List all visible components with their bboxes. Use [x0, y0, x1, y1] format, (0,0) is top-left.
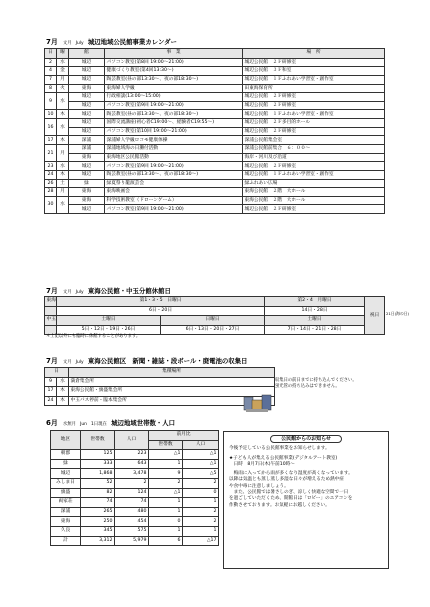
cell-hall: 城辺	[69, 67, 105, 76]
table-row	[45, 396, 275, 406]
pop-col-people: 人口	[115, 431, 149, 450]
cell-event: 東海婦人学級	[105, 84, 243, 93]
cell-event: 行政相談(13:00～15:00)	[105, 93, 243, 102]
calendar-body	[45, 58, 385, 214]
table-row	[45, 145, 385, 154]
closed-header-1: 第1・3・5 日曜日	[57, 297, 265, 307]
cell-households: 74	[81, 498, 115, 508]
cell-place: 深浦公民館前集合 ６：００～	[243, 145, 385, 154]
cell-event: 陶芸教室(昼の部13:30～、夜の部18:30～)	[105, 110, 243, 119]
population-body	[51, 450, 219, 546]
table-row	[45, 188, 385, 197]
cell-dow: 木	[57, 136, 69, 145]
calendar-title: 7月 文月 July 城辺地域公民館事業カレンダー	[46, 38, 177, 46]
col-place: 場 所	[243, 49, 385, 59]
table-row	[45, 387, 275, 397]
table-row	[45, 93, 385, 102]
cell-dow: 月	[57, 145, 69, 162]
cell-place: 城辺公民館 ２Ｆ研修室	[243, 58, 385, 67]
cell-hall: 城辺	[69, 75, 105, 84]
table-row	[51, 517, 219, 527]
pop-col-diff-households: 世帯数	[149, 440, 183, 450]
cell-place: 城辺公民館 ２Ｆ研修室	[243, 127, 385, 136]
cell-people: 3,478	[115, 469, 149, 479]
cell-day: 24	[45, 396, 57, 406]
cell-day: 7	[45, 75, 57, 84]
cell-event: 深浦婦人学級ロコモ健康体操	[105, 136, 243, 145]
cell-diff-people: 2	[183, 507, 219, 517]
cell-dow: 木	[57, 387, 69, 397]
table-row	[45, 75, 385, 84]
table-row	[45, 196, 385, 205]
cell-diff-people: △17	[183, 536, 219, 546]
cell-day: 2	[45, 58, 57, 67]
cell-event: 深浦地域海の日灘付活動	[105, 145, 243, 154]
cell-day: 16	[45, 119, 57, 136]
notice-line: 今後予定している公民館事業をお知らせします。	[229, 446, 330, 452]
closed-value-1: 6日・20日	[57, 306, 265, 316]
cell-diff-households: 0	[149, 517, 183, 527]
table-row	[51, 488, 219, 498]
cell-area: 深浦	[51, 507, 81, 517]
table-row	[45, 170, 385, 179]
cell-place: 東海公民館 ２階 大ホール	[243, 188, 385, 197]
cell-area: 旗盛	[51, 488, 81, 498]
cell-households: 250	[81, 517, 115, 527]
cell-event: 陶芸教室(昼の部13:30～、夜の部18:30～)	[105, 170, 243, 179]
closed-sub-value-3: 7日・14日・21日・28日	[265, 325, 365, 335]
table-row	[45, 84, 385, 93]
pop-col-diff-people: 人口	[183, 440, 219, 450]
recycle-table	[44, 367, 275, 406]
cell-dow: 火	[57, 84, 69, 93]
calendar-table	[44, 48, 385, 214]
cell-dow: 木	[57, 170, 69, 179]
notice-line: また、公民館では暑さしのぎ、涼しく快適な空間で一日	[229, 490, 349, 496]
cell-day: 21	[45, 145, 57, 162]
table-row	[51, 459, 219, 469]
cell-place: 海岸・河川及び沿道	[243, 153, 385, 162]
col-day: 日	[45, 49, 57, 59]
cell-place: 城辺公民館 ３Ｆ和室	[243, 67, 385, 76]
cell-place: 城辺公民館 ２Ｆ研修室	[243, 162, 385, 171]
closed-sub-value-1: 5日・12日・19日・26日	[57, 325, 161, 335]
cell-place: 城辺公民館 ２Ｆ研修室	[243, 205, 385, 214]
cell-people: 223	[115, 450, 149, 460]
cell-households: 265	[81, 507, 115, 517]
cell-hall: 東海	[69, 196, 105, 205]
cell-diff-people: △1	[183, 450, 219, 460]
cell-place: 中玉バス停前・臨本集会所	[69, 396, 275, 406]
notice-body	[229, 446, 383, 509]
cell-day: 9	[45, 93, 57, 110]
cell-event: 緑夏祭り籠演芸会	[105, 179, 243, 188]
cell-event: パソコン教室(第9回 19:00～21:00)	[105, 101, 243, 110]
cell-diff-people: 1	[183, 498, 219, 508]
cell-households: 125	[81, 450, 115, 460]
cell-event: 陶芸教室(昼の部13:30～、夜の部18:30～)	[105, 75, 243, 84]
holiday-cell: 祝日	[365, 297, 385, 335]
cell-event: パソコン教室(第9回 19:00～21:00)	[105, 162, 243, 171]
cell-hall: 東海	[69, 188, 105, 197]
population-table	[50, 430, 219, 546]
cell-hall: 城辺	[69, 127, 105, 136]
cell-diff-households: △1	[149, 488, 183, 498]
cell-day: 8	[45, 84, 57, 93]
cell-people: 575	[115, 526, 149, 536]
cell-diff-people: 1	[183, 526, 219, 536]
notice-line: を過ごしていただくため、開館日は「ロビー」のエアコンを	[229, 496, 353, 502]
recycle-col-place: 集積場所	[69, 368, 275, 378]
cell-place: 城辺公民館 ２Ｆ多目的ホール	[243, 119, 385, 128]
cell-households: 82	[81, 488, 115, 498]
cell-households: 333	[81, 459, 115, 469]
table-row	[51, 478, 219, 488]
col-dow: 曜	[57, 49, 69, 59]
cell-hall: 城辺	[69, 205, 105, 214]
cell-hall: 城辺	[69, 101, 105, 110]
cell-day: 17	[45, 136, 57, 145]
cell-hall: 城辺	[69, 110, 105, 119]
cell-people: 454	[115, 517, 149, 527]
cell-event: 健康づくり教室(第4回13:30～)	[105, 67, 243, 76]
cell-event: パソコン教室(第10回 19:00～21:00)	[105, 127, 243, 136]
cell-diff-households: 1	[149, 459, 183, 469]
table-row	[45, 58, 385, 67]
notice-heading: 公民館からのお知らせ	[229, 436, 383, 442]
cell-place: 城辺公民館 １Ｆふれあい学習室・創作室	[243, 75, 385, 84]
recycle-body	[45, 377, 275, 406]
cell-place: 満倉集会所	[69, 377, 275, 387]
cell-diff-people: 0	[183, 488, 219, 498]
cell-diff-people: △1	[183, 459, 219, 469]
cell-hall: 城辺	[69, 58, 105, 67]
cell-day: 10	[45, 110, 57, 119]
closed-footnote: ＊上記以外にも臨時に休館することがあります。	[46, 334, 141, 339]
col-event: 事 業	[105, 49, 243, 59]
table-row	[51, 507, 219, 517]
notice-box	[223, 431, 389, 569]
table-row	[45, 110, 385, 119]
notice-line: ★子ども人が集える公民館事業(デジタルアート教室)	[229, 455, 338, 461]
table-row	[45, 179, 385, 188]
cell-dow: 水	[57, 93, 69, 110]
cell-place: 緑ふれあい広場	[243, 179, 385, 188]
cell-dow: 水	[57, 58, 69, 67]
cell-people: 480	[115, 507, 149, 517]
cell-people: 5,979	[115, 536, 149, 546]
cell-day: 9	[45, 377, 57, 387]
notice-line: 梅雨に入ってから雨が多くなり湿度が高くなっています。	[229, 471, 353, 477]
cell-dow: 金	[57, 67, 69, 76]
notice-line: 日時 8月7日(木)午前10時～	[229, 461, 295, 467]
cell-day: 30	[45, 196, 57, 213]
cell-people: 643	[115, 459, 149, 469]
cell-diff-households: △1	[149, 450, 183, 460]
cell-households: 1,868	[81, 469, 115, 479]
cell-day: 23	[45, 162, 57, 171]
cell-dow: 月	[57, 188, 69, 197]
row-label-nakatama: 中玉	[45, 316, 57, 326]
col-hall: 館	[69, 49, 105, 59]
cell-households: 3,312	[81, 536, 115, 546]
closed-sub-header-1: 土曜日	[57, 316, 161, 326]
cell-event: 東海映画会	[105, 188, 243, 197]
pop-col-households: 世帯数	[81, 431, 115, 450]
cell-hall: 深浦	[69, 145, 105, 154]
cell-place: 城辺公民館 １Ｆふれあい学習室・創作室	[243, 170, 385, 179]
cell-hall: 東海	[69, 153, 105, 162]
cell-dow: 水	[57, 377, 69, 387]
closed-value-2: 14日・28日	[265, 306, 365, 316]
cell-day: 4	[45, 67, 57, 76]
closed-sub-header-3: 土曜日	[265, 316, 365, 326]
cell-households: 345	[81, 526, 115, 536]
notice-line: 作動させております。お気軽にお越しください。	[229, 502, 330, 508]
table-row	[45, 136, 385, 145]
cell-place: 深浦公民館集会室	[243, 136, 385, 145]
cell-dow: 月	[57, 75, 69, 84]
closed-table	[44, 296, 385, 335]
cell-place: 東海公民館・旗盛集会所	[69, 387, 275, 397]
closed-title: 7月 文月 July 東海公民館・中玉分館休館日	[46, 287, 171, 295]
cell-diff-households: 9	[149, 469, 183, 479]
cell-dow: 木	[57, 396, 69, 406]
cell-dow: 水	[57, 119, 69, 136]
cell-event: パソコン教室(第9回 19:00～21:00)	[105, 205, 243, 214]
cell-day: 26	[45, 179, 57, 188]
cell-diff-people: △5	[183, 469, 219, 479]
cell-diff-households: 1	[149, 498, 183, 508]
cell-area: 久良	[51, 526, 81, 536]
cell-hall: 城辺	[69, 119, 105, 128]
cell-event: 東海地区公民館活動	[105, 153, 243, 162]
cell-people: 74	[115, 498, 149, 508]
cell-event: 国際交流講座(初心者C19:00～、経験者C19:55～)	[105, 119, 243, 128]
cell-diff-households: 6	[149, 536, 183, 546]
table-row	[45, 377, 275, 387]
cell-dow: 水	[57, 196, 69, 213]
table-row	[45, 67, 385, 76]
population-title: 6月 水無月 Jun 1日現在 城辺地域世帯数・人口	[46, 419, 176, 427]
table-row	[45, 119, 385, 128]
recycle-col-day: 日	[45, 368, 69, 378]
notice-line: や食中毒に注意しましょう。	[229, 483, 289, 489]
cell-place: 城辺公民館 ２Ｆ研修室	[243, 93, 385, 102]
cell-households: 52	[81, 478, 115, 488]
cell-day: 28	[45, 188, 57, 197]
table-row	[51, 469, 219, 479]
cell-people: 2	[115, 478, 149, 488]
pop-col-diff: 前月比	[149, 431, 219, 441]
cell-hall: 城辺	[69, 162, 105, 171]
cell-place: 城辺公民館 ２Ｆ研修室	[243, 101, 385, 110]
table-row	[51, 536, 219, 546]
recycling-icon	[243, 392, 273, 414]
cell-place: 東海公民館 ２階 大ホール	[243, 196, 385, 205]
cell-dow: 木	[57, 110, 69, 119]
cell-area: 城辺	[51, 469, 81, 479]
table-row	[51, 526, 219, 536]
table-row	[45, 205, 385, 214]
cell-area: 東海	[51, 517, 81, 527]
cell-day: 17	[45, 387, 57, 397]
cell-area: みしま日	[51, 478, 81, 488]
cell-diff-households: 1	[149, 526, 183, 536]
closed-sub-header-2: 日曜日	[161, 316, 265, 326]
recycle-title: 7月 文月 July 東海公民館区 新聞・雑誌・段ボール・廃電池の収集日	[46, 357, 248, 365]
cell-day: 24	[45, 170, 57, 179]
cell-event: パソコン教室(第8回 19:00～21:00)	[105, 58, 243, 67]
cell-hall: 城辺	[69, 93, 105, 102]
cell-hall: 深浦	[69, 136, 105, 145]
cell-dow: 水	[57, 162, 69, 171]
cell-area: 計	[51, 536, 81, 546]
cell-area: 朝郡	[51, 450, 81, 460]
cell-area: 両家荘	[51, 498, 81, 508]
holiday-note: 21日(海の日)	[386, 311, 409, 316]
cell-people: 124	[115, 488, 149, 498]
cell-hall: 城辺	[69, 170, 105, 179]
cell-area: 緑	[51, 459, 81, 469]
cell-dow: 土	[57, 179, 69, 188]
row-label-tokai: 東海	[45, 297, 57, 307]
cell-place: 城辺公民館 １Ｆふれあい学習室・創作室	[243, 110, 385, 119]
table-row	[45, 127, 385, 136]
closed-sub-value-2: 6日・13日・20日・27日	[161, 325, 265, 335]
cell-diff-households: 2	[149, 478, 183, 488]
cell-diff-households: 1	[149, 507, 183, 517]
closed-header-2: 第2・4 月曜日	[265, 297, 365, 307]
cell-diff-people: 2	[183, 478, 219, 488]
table-row	[51, 450, 219, 460]
cell-hall: 東海	[69, 84, 105, 93]
cell-diff-people: 2	[183, 517, 219, 527]
recycle-note: 収集日の前日までに持ち込んでください。 蛍光管の持ち込みはできません。	[275, 378, 357, 389]
table-row	[45, 101, 385, 110]
cell-place: 田東海保育所	[243, 84, 385, 93]
notice-line: 以降は気温とも蒸し蒸し多湿な日々が増えるため熱中症	[229, 477, 344, 483]
cell-hall: 緑	[69, 179, 105, 188]
table-row	[45, 153, 385, 162]
cell-event: 科学技術教室（ドローンゲーム）	[105, 196, 243, 205]
table-row	[51, 498, 219, 508]
table-row	[45, 162, 385, 171]
pop-col-area: 地区	[51, 431, 81, 450]
